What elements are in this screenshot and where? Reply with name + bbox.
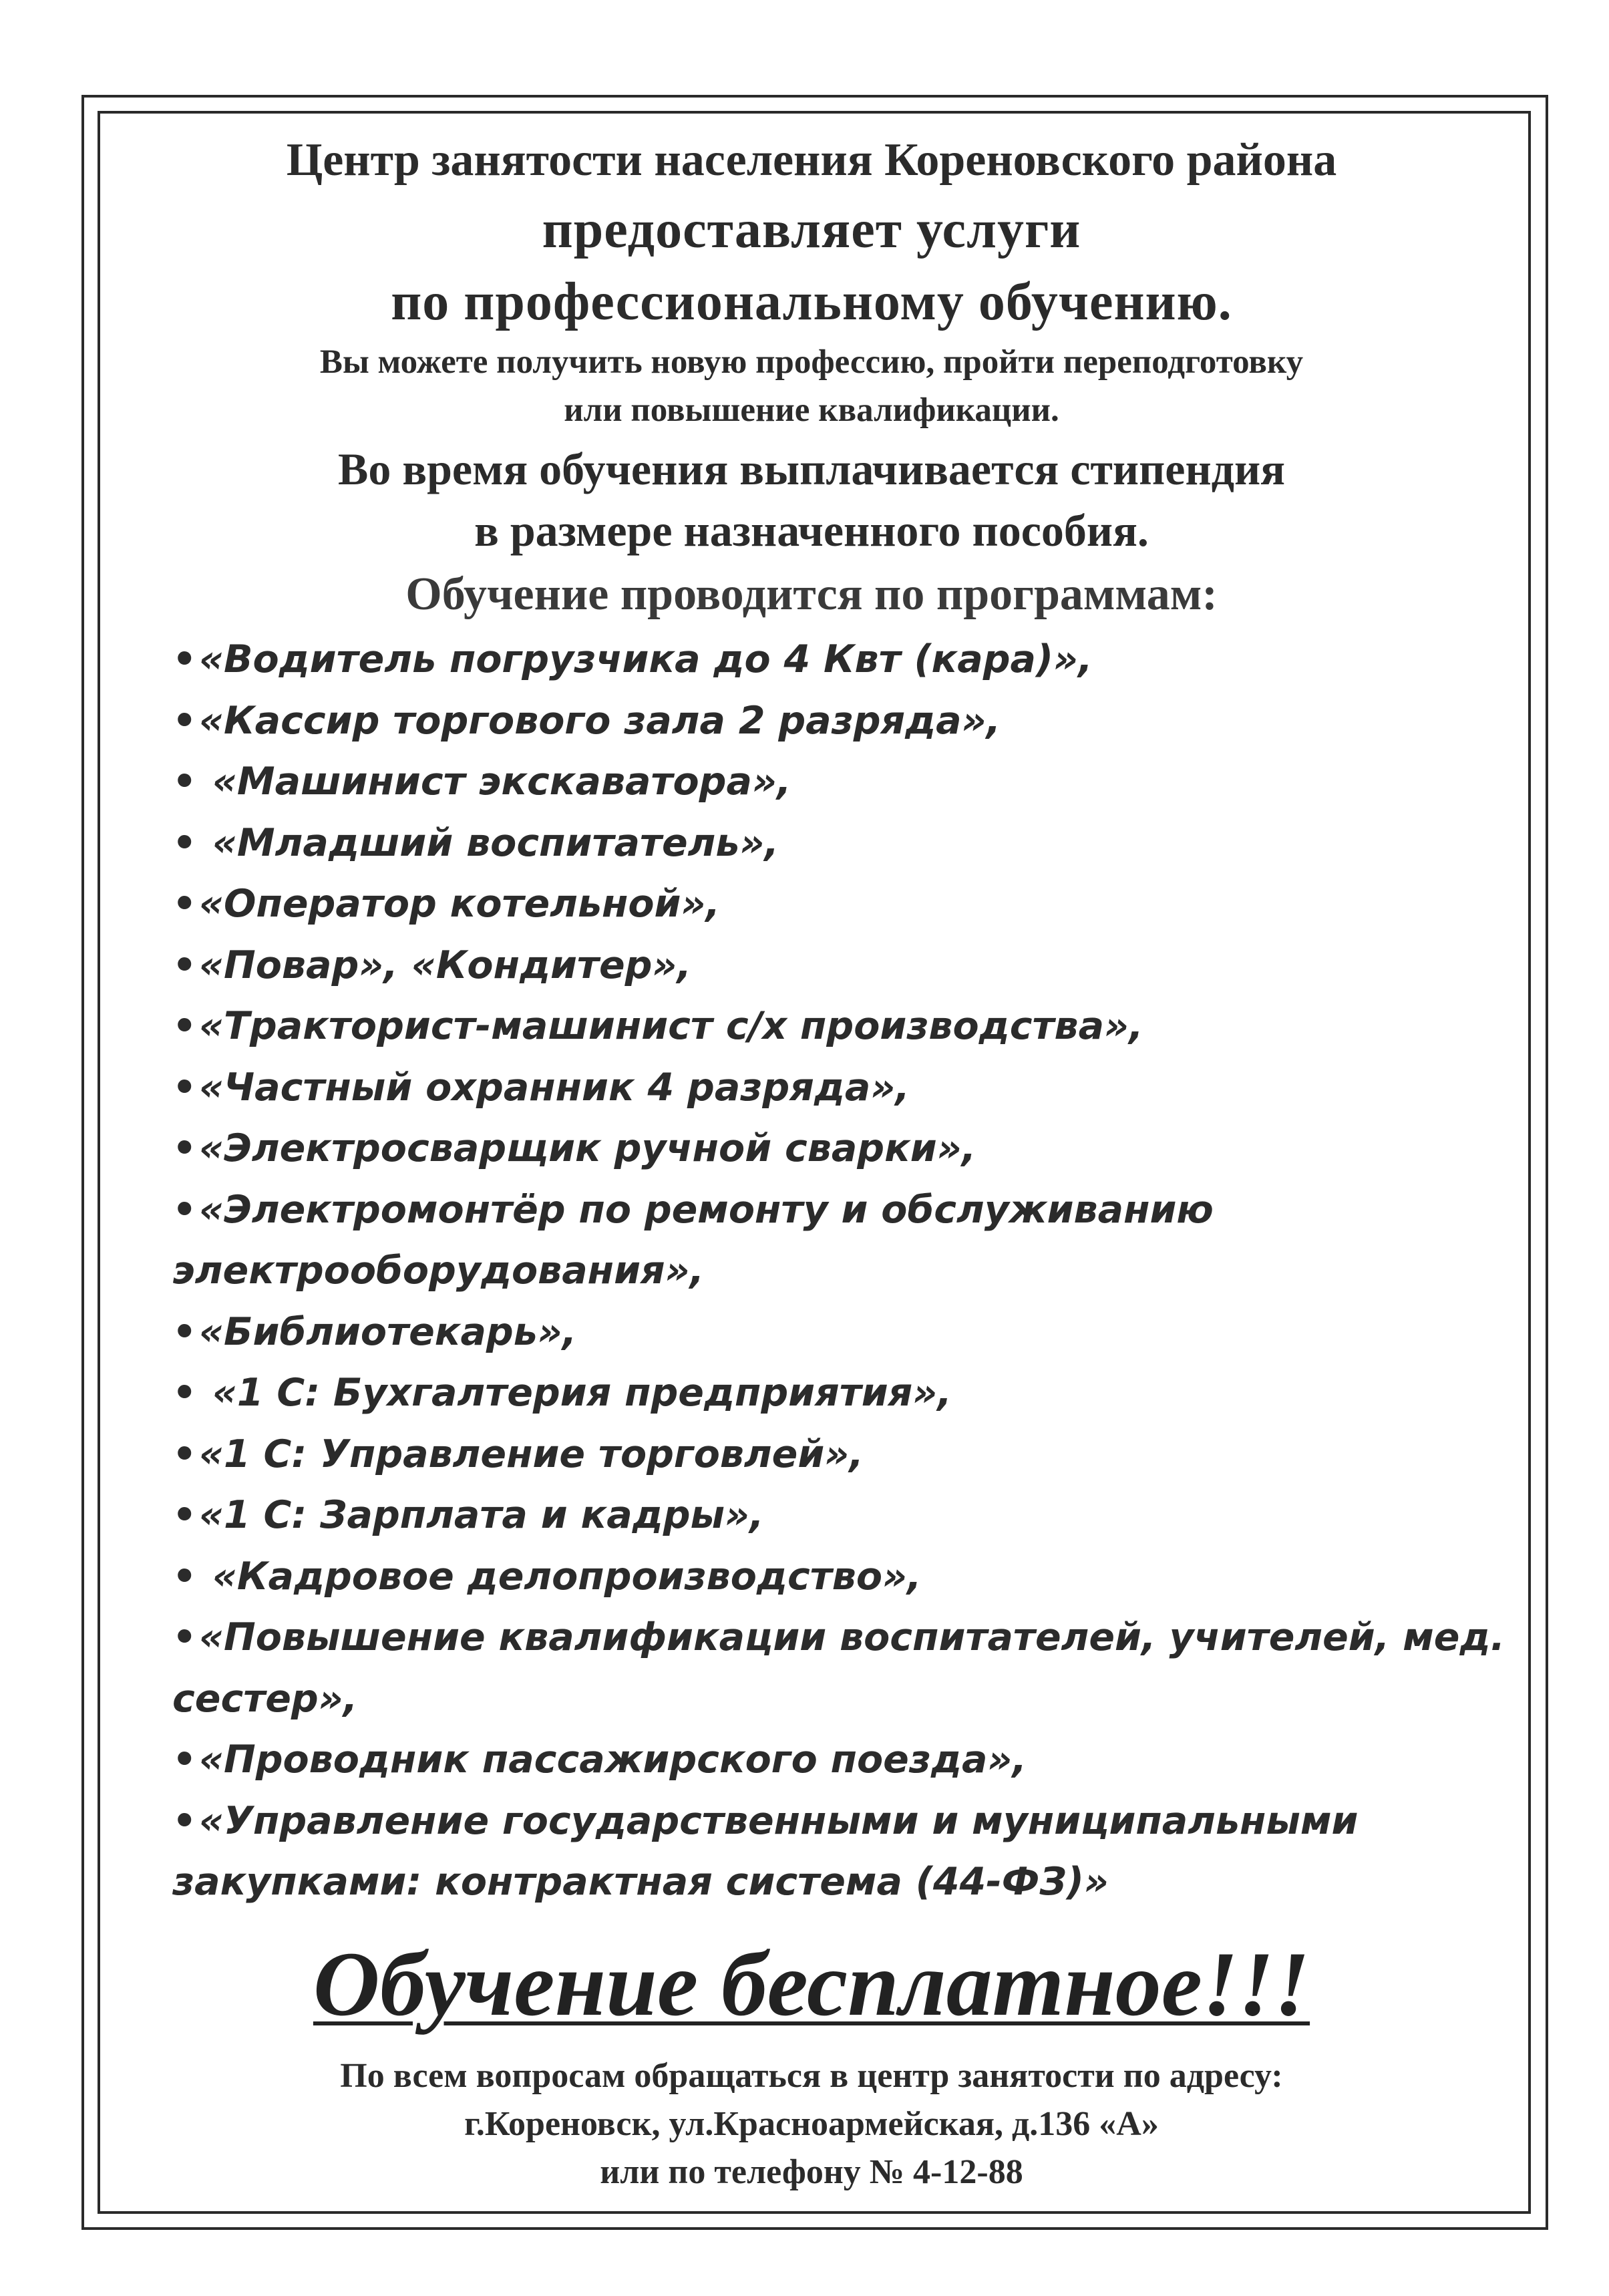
program-item bbox=[114, 1363, 1509, 1424]
headline-line1: предоставляет услуги bbox=[542, 200, 1081, 259]
bullet-icon: • bbox=[172, 1615, 197, 1659]
program-text: «Повышение квалификации воспитателей, учителей, мед. сестер», bbox=[172, 1615, 1519, 1721]
program-item bbox=[114, 1791, 1509, 1913]
bullet-icon: • bbox=[172, 882, 197, 926]
program-text: «Младший воспитатель», bbox=[199, 820, 779, 865]
program-item bbox=[114, 1546, 1509, 1608]
program-text: «1 С: Зарплата и кадры», bbox=[199, 1493, 764, 1537]
stipend-line1: Во время обучения выплачивается стипендия bbox=[337, 444, 1285, 494]
program-text: «Библиотекарь», bbox=[199, 1309, 577, 1354]
bullet-icon: • bbox=[172, 698, 197, 743]
program-text: «1 С: Бухгалтерия предприятия», bbox=[199, 1371, 952, 1415]
program-item bbox=[114, 1607, 1519, 1730]
free-banner: Обучение бесплатное!!! bbox=[313, 1932, 1310, 2035]
bullet-icon: • bbox=[172, 1309, 197, 1354]
program-item bbox=[114, 1424, 1509, 1486]
program-text: «Кассир торгового зала 2 разряда», bbox=[199, 698, 1001, 743]
bullet-icon: • bbox=[172, 1432, 197, 1476]
program-text: «Кадровое делопроизводство», bbox=[199, 1554, 922, 1599]
program-item bbox=[114, 691, 1509, 752]
program-item bbox=[114, 1485, 1509, 1546]
program-item bbox=[114, 629, 1509, 691]
program-text: «Водитель погрузчика до 4 Квт (кара)», bbox=[199, 637, 1093, 681]
program-text: «1 С: Управление торговлей», bbox=[199, 1432, 864, 1476]
subtitle-line1: Вы можете получить новую профессию, пройти переподготовку bbox=[319, 343, 1304, 381]
org-title: Центр занятости населения Кореновского района bbox=[286, 134, 1337, 186]
program-text: «Повар», «Кондитер», bbox=[199, 943, 692, 987]
program-text: «Электросварщик ручной сварки», bbox=[199, 1126, 976, 1170]
program-text: «Управление государственными и муниципальными закупками: контрактная система (44-ФЗ)» bbox=[172, 1798, 1372, 1904]
program-item bbox=[114, 813, 1509, 874]
bullet-icon: • bbox=[172, 1187, 197, 1232]
program-text: «Тракторист-машинист с/х производства», bbox=[199, 1004, 1143, 1048]
program-item bbox=[114, 1118, 1509, 1180]
bullet-icon: • bbox=[172, 943, 197, 987]
program-item bbox=[114, 935, 1509, 997]
programs-title: Обучение проводится по программам: bbox=[405, 568, 1218, 620]
bullet-icon: • bbox=[172, 637, 197, 681]
bullet-icon: • bbox=[172, 820, 197, 865]
contact-address: г.Кореновск, ул.Красноармейская, д.136 «А» bbox=[464, 2104, 1159, 2143]
program-item bbox=[114, 1057, 1509, 1119]
program-item bbox=[114, 996, 1509, 1057]
bullet-icon: • bbox=[172, 1126, 197, 1170]
program-item bbox=[114, 874, 1509, 935]
program-item bbox=[114, 752, 1509, 813]
bullet-icon: • bbox=[172, 1493, 197, 1537]
program-item bbox=[114, 1730, 1509, 1791]
bullet-icon: • bbox=[172, 1371, 197, 1415]
bullet-icon: • bbox=[172, 1554, 197, 1599]
bullet-icon: • bbox=[172, 760, 197, 804]
bullet-icon: • bbox=[172, 1798, 197, 1843]
subtitle-line2: или повышение квалификации. bbox=[564, 391, 1059, 429]
programs-list bbox=[114, 629, 1519, 1913]
bullet-icon: • bbox=[172, 1004, 197, 1048]
bullet-icon: • bbox=[172, 1065, 197, 1110]
headline-line2: по профессиональному обучению. bbox=[391, 273, 1232, 331]
bullet-icon: • bbox=[172, 1738, 197, 1782]
program-text: «Проводник пассажирского поезда», bbox=[199, 1738, 1027, 1782]
contact-line1: По всем вопросам обращаться в центр занятости по адресу: bbox=[340, 2056, 1283, 2095]
program-text: «Частный охранник 4 разряда», bbox=[199, 1065, 910, 1110]
stipend-line2: в размере назначенного пособия. bbox=[474, 505, 1149, 556]
flyer-content bbox=[114, 127, 1519, 2196]
program-text: «Оператор котельной», bbox=[199, 882, 721, 926]
program-item bbox=[114, 1302, 1509, 1363]
program-item bbox=[114, 1180, 1509, 1302]
program-text: «Электромонтёр по ремонту и обслуживанию электрооборудования», bbox=[172, 1187, 1227, 1293]
contact-phone: или по телефону № 4-12-88 bbox=[600, 2152, 1023, 2191]
program-text: «Машинист экскаватора», bbox=[199, 760, 791, 804]
